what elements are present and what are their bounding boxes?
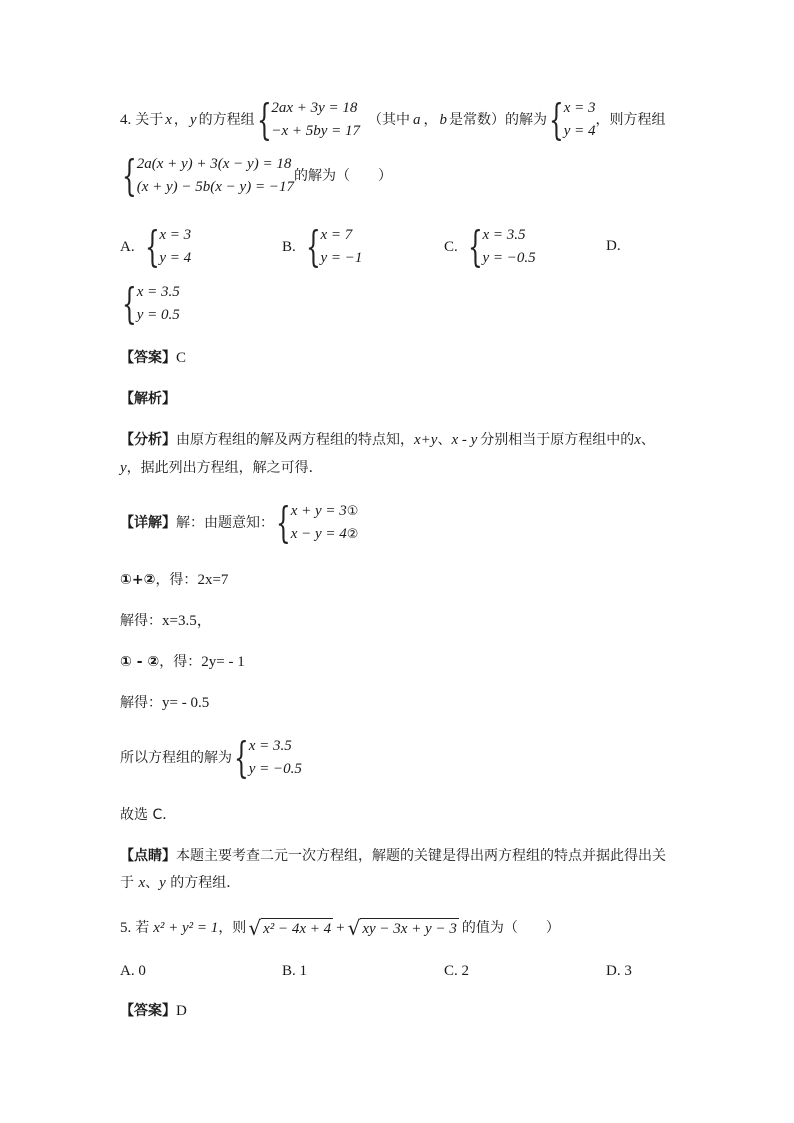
final-intro: 所以方程组的解为 bbox=[120, 750, 232, 766]
q4-sol1-eq1: x = 3 bbox=[563, 100, 596, 116]
q5-option-c bbox=[444, 963, 469, 980]
circle-two: ② bbox=[346, 527, 359, 542]
q5-intro: 若 bbox=[135, 920, 150, 936]
q5-number: 5. bbox=[120, 920, 132, 936]
answer-tag: 【答案】 bbox=[120, 1003, 176, 1019]
q5-option-b bbox=[282, 963, 307, 980]
option-label: D. bbox=[606, 963, 621, 979]
q4-detail bbox=[120, 500, 358, 546]
q4-note-b: 是常数）的解为 bbox=[449, 112, 548, 128]
q4-choose: 故选 C． bbox=[120, 807, 177, 823]
final-eq: x = 3.5 bbox=[248, 738, 292, 754]
option-value: 3 bbox=[624, 963, 632, 979]
option-value: 1 bbox=[299, 963, 308, 979]
q4-stem-line2 bbox=[120, 153, 392, 199]
option-value: 2 bbox=[461, 963, 470, 979]
q4-option-d: { x = 3.5 y = 0.5 bbox=[122, 279, 180, 328]
q4-answer bbox=[120, 348, 186, 368]
q4-analysis-tag: 【解析】 bbox=[120, 391, 176, 407]
step-text: 解得： bbox=[120, 613, 162, 629]
q4-var-a: a bbox=[413, 112, 421, 128]
q4-system-2: { 2a(x + y) + 3(x − y) = 18 (x + y) − 5b(x − y) = −17 bbox=[122, 151, 294, 200]
detail-tag: 【详解】 bbox=[120, 515, 176, 531]
q4-step3 bbox=[120, 652, 245, 672]
q4-option-d-label bbox=[606, 238, 621, 255]
q4-comma: ， bbox=[173, 112, 188, 128]
final-eq: y = −0.5 bbox=[248, 761, 302, 777]
q4-sys1-eq2: −x + 5by = 17 bbox=[271, 123, 361, 139]
option-label: B. bbox=[282, 963, 296, 979]
fenxi-math: x bbox=[634, 432, 641, 448]
q4-intro-a: 关于 bbox=[135, 112, 164, 128]
q5-plus: + bbox=[336, 920, 345, 936]
dianjing-math: y bbox=[159, 875, 166, 891]
q4-stem-line1: 4. 关于 x ， y 的方程组 { 2ax + 3y = 18 −x + 5by = 17 （其中 a ， b 是常数）的解为 { x = 3 y = 4 ，则方程组 bbox=[120, 95, 666, 144]
q5-answer bbox=[120, 1001, 187, 1021]
q4-sol1-eq2: y = 4 bbox=[563, 123, 596, 139]
step-text: ，得： bbox=[155, 572, 198, 588]
option-label: A. bbox=[120, 963, 135, 979]
q4-option-a: A. { x = 3 y = 4 bbox=[120, 222, 192, 271]
dianjing-text: 本题主要考查二元一次方程组，解题的关键是得出两方程组的特点并据此得出关 bbox=[176, 848, 666, 864]
q4-option-b: B. { x = 7 y = −1 bbox=[282, 222, 363, 271]
fenxi-text: 、 bbox=[437, 432, 452, 448]
q4-dianjing-line1 bbox=[120, 846, 666, 866]
fenxi-text: 分别相当于原方程组中的 bbox=[480, 432, 635, 448]
q4-step4 bbox=[120, 693, 209, 713]
q4-sys2-tail: 的解为（ ） bbox=[293, 168, 392, 184]
fenxi-text: 、 bbox=[640, 432, 655, 448]
q5-stem bbox=[120, 915, 560, 941]
sqrt-icon: √ bbox=[347, 916, 361, 940]
q5-radicand-1: x² − 4x + 4 bbox=[261, 918, 333, 939]
q4-var-b: b bbox=[439, 112, 448, 128]
option-eq: x = 3.5 bbox=[482, 227, 526, 243]
option-label: A. bbox=[120, 238, 135, 255]
q4-tail: ，则方程组 bbox=[595, 112, 666, 128]
q4-step2 bbox=[120, 611, 212, 631]
q4-dianjing-line2 bbox=[120, 873, 240, 893]
dianjing-text: 于 bbox=[120, 875, 134, 891]
q4-note-a: （其中 bbox=[368, 112, 411, 128]
option-eq: x = 3 bbox=[159, 227, 192, 243]
q5-tail: 的值为（ ） bbox=[461, 920, 560, 936]
q4-option-c: C. { x = 3.5 y = −0.5 bbox=[444, 222, 536, 271]
step-text: ①+② bbox=[120, 572, 156, 588]
answer-tag: 【答案】 bbox=[120, 350, 176, 366]
q4-system-1: { 2ax + 3y = 18 −x + 5by = 17 bbox=[256, 95, 361, 144]
q5-option-a bbox=[120, 963, 146, 980]
step-math: 2x=7 bbox=[197, 572, 229, 588]
option-label: B. bbox=[282, 238, 296, 255]
fenxi-text: ，据此列出方程组，解之可得． bbox=[126, 460, 323, 476]
fenxi-math: x+y bbox=[414, 432, 438, 448]
q4-final bbox=[120, 735, 302, 781]
dianjing-text: 的方程组． bbox=[170, 875, 241, 891]
q5-option-d bbox=[606, 963, 632, 980]
q4-step1 bbox=[120, 570, 228, 590]
dianjing-tag: 【点睛】 bbox=[120, 848, 176, 864]
detail-eq: x + y = 3 bbox=[290, 503, 347, 519]
step-math: x=3.5， bbox=[162, 613, 212, 629]
fenxi-math: y bbox=[120, 460, 127, 476]
option-eq: y = −1 bbox=[320, 250, 363, 266]
step-text: ，得： bbox=[159, 654, 202, 670]
q4-var-x: x bbox=[165, 112, 172, 128]
step-text: ① - ② bbox=[120, 654, 160, 670]
fenxi-math: x - y bbox=[451, 432, 478, 448]
q4-fenxi-line1 bbox=[120, 430, 655, 450]
option-eq: x = 7 bbox=[320, 227, 353, 243]
option-eq: y = −0.5 bbox=[482, 250, 536, 266]
option-value: 0 bbox=[138, 963, 146, 979]
q4-number: 4. bbox=[120, 112, 132, 128]
q5-condition: x² + y² = 1 bbox=[153, 920, 219, 936]
option-label: C. bbox=[444, 963, 458, 979]
answer-value: C bbox=[176, 350, 187, 366]
detail-system: { x + y = 3① x − y = 4② bbox=[276, 498, 359, 547]
q4-sys1-eq1: 2ax + 3y = 18 bbox=[271, 100, 358, 116]
fenxi-tag: 【分析】 bbox=[120, 432, 176, 448]
answer-value: D bbox=[176, 1003, 187, 1019]
circle-one: ① bbox=[346, 504, 359, 519]
q5-mid: ，则 bbox=[218, 920, 247, 936]
dianjing-math: x bbox=[138, 875, 146, 891]
option-eq: y = 4 bbox=[159, 250, 192, 266]
step-math: y= - 0.5 bbox=[162, 695, 210, 711]
q4-fenxi-line2 bbox=[120, 458, 323, 478]
q4-sys2-eq2: (x + y) − 5b(x − y) = −17 bbox=[136, 179, 294, 195]
sqrt-icon: √ bbox=[248, 916, 262, 940]
q4-sys2-eq1: 2a(x + y) + 3(x − y) = 18 bbox=[136, 156, 292, 172]
step-text: 解得： bbox=[120, 695, 162, 711]
q4-solution-1: { x = 3 y = 4 bbox=[549, 95, 596, 144]
step-math: 2y= - 1 bbox=[201, 654, 245, 670]
detail-intro: 解：由题意知： bbox=[176, 515, 274, 531]
fenxi-text: 由原方程组的解及两方程组的特点知， bbox=[176, 432, 414, 448]
detail-eq: x − y = 4 bbox=[290, 526, 347, 542]
option-label: D. bbox=[606, 238, 621, 254]
dianjing-text: 、 bbox=[145, 875, 160, 891]
option-eq: x = 3.5 bbox=[136, 284, 180, 300]
q5-radicand-2: xy − 3x + y − 3 bbox=[360, 918, 459, 939]
final-system: { x = 3.5 y = −0.5 bbox=[234, 733, 302, 782]
q4-intro-b: 的方程组 bbox=[198, 112, 255, 128]
q4-var-y: y bbox=[189, 112, 197, 128]
option-label: C. bbox=[444, 238, 458, 255]
option-eq: y = 0.5 bbox=[136, 307, 180, 323]
